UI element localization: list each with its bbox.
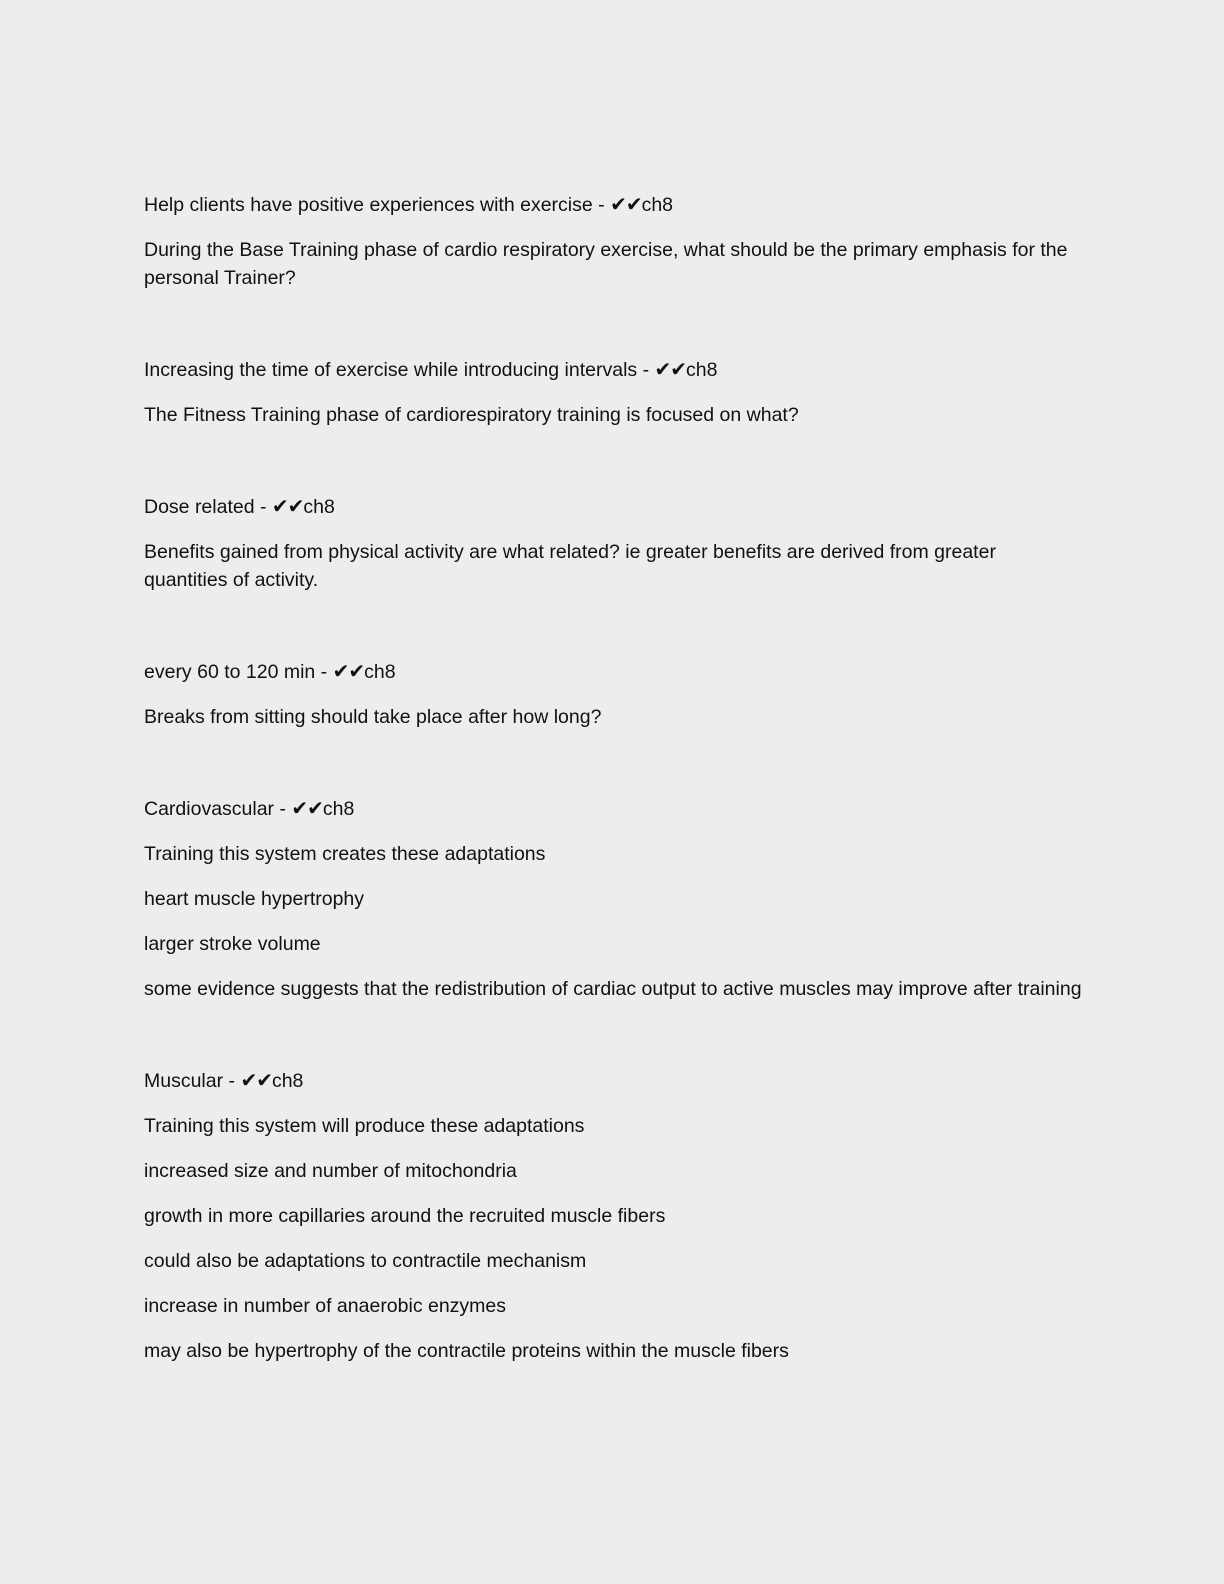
adaptation-item: growth in more capillaries around the recruited muscle fibers [144,1205,666,1227]
double-check-icon: ✔✔ [271,494,304,518]
question-text: The Fitness Training phase of cardiorespiratory training is focused on what? [144,404,799,426]
chapter-tag: ch8 [641,194,674,216]
answer-text: Dose related - [144,496,272,518]
adaptation-item: may also be hypertrophy of the contractile proteins within the muscle fibers [144,1340,789,1362]
answer-text: Increasing the time of exercise while introducing intervals - [144,359,655,381]
answer-text: Muscular - [144,1070,241,1092]
answer-line [144,190,1084,219]
question-text: During the Base Training phase of cardio respiratory exercise, what should be the primary emphasis for the personal Trainer? [144,239,1068,289]
question-text: Training this system will produce these adaptations [144,1115,585,1137]
question-text: Training this system creates these adaptations [144,843,546,865]
adaptation-item: heart muscle hypertrophy [144,888,365,910]
flashcard-list [144,190,1084,1428]
adaptation-item: increase in number of anaerobic enzymes [144,1295,507,1317]
question-text: Benefits gained from physical activity are what related? ie greater benefits are derived from greater quantities of activity. [144,541,996,591]
double-check-icon: ✔✔ [291,796,323,820]
adaptation-item: increased size and number of mitochondria [144,1160,517,1182]
flashcard-cardiovascular [144,794,1084,1003]
flashcard-base-training [144,190,1084,292]
flashcard-sitting-breaks [144,657,1084,731]
answer-text: Help clients have positive experiences with exercise - [144,194,611,216]
answer-text: Cardiovascular - [144,798,292,820]
answer-line [144,355,1084,384]
adaptation-item: larger stroke volume [144,933,321,955]
answer-line [144,1066,1084,1095]
answer-line [144,794,1084,823]
double-check-icon: ✔✔ [240,1068,272,1092]
flashcard-muscular [144,1066,1084,1365]
double-check-icon: ✔✔ [332,659,365,683]
chapter-tag: ch8 [303,496,335,518]
chapter-tag: ch8 [686,359,718,381]
question-text: Breaks from sitting should take place after how long? [144,706,602,728]
double-check-icon: ✔✔ [654,357,687,381]
chapter-tag: ch8 [271,1070,304,1092]
double-check-icon: ✔✔ [610,192,642,216]
answer-line [144,492,1084,521]
answer-line [144,657,1084,686]
flashcard-dose-related [144,492,1084,594]
adaptation-item: could also be adaptations to contractile mechanism [144,1250,587,1272]
adaptation-item: some evidence suggests that the redistribution of cardiac output to active muscles may improve after training [144,978,1082,1000]
flashcard-fitness-training [144,355,1084,429]
chapter-tag: ch8 [322,798,355,820]
chapter-tag: ch8 [364,661,396,683]
answer-text: every 60 to 120 min - [144,661,333,683]
